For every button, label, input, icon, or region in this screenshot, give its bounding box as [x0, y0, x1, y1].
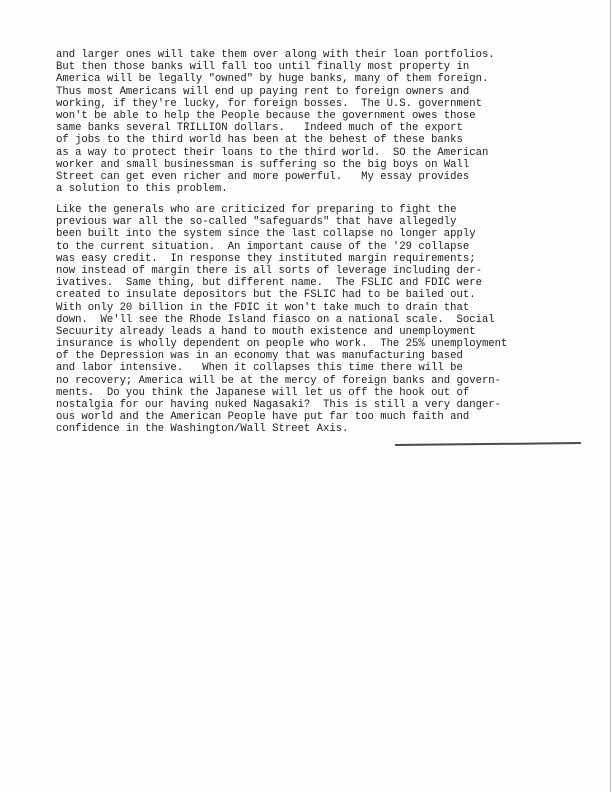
text-line: was easy credit. In response they instituted margin requirements; — [56, 252, 476, 265]
text-line: down. We'll see the Rhode Island fiasco on a national scale. Social — [56, 313, 495, 326]
text-line: created to insulate depositors but the FSLIC had to be bailed out. — [56, 289, 476, 302]
text-line: been built into the system since the last collapse no longer apply — [56, 228, 476, 241]
text-line: same banks several TRILLION dollars. Indeed much of the export — [56, 122, 463, 135]
text-line: worker and small businessman is suffering so the big boys on Wall — [56, 158, 470, 171]
text-line: insurance is wholly dependent on people who work. The 25% unemployment — [56, 338, 508, 351]
text-line: as a way to protect their loans to the third world. SO the American — [56, 146, 489, 159]
text-line: of jobs to the third world has been at the behest of these banks — [56, 134, 463, 147]
text-line: a solution to this problem. — [56, 183, 228, 196]
paragraph-2 — [56, 204, 576, 436]
text-line: ivatives. Same thing, but different name. The FSLIC and FDIC were — [56, 277, 482, 290]
text-line: now instead of margin there is all sorts of leverage including der- — [56, 264, 482, 277]
page-edge — [610, 0, 611, 792]
text-line: With only 20 billion in the FDIC it won't take much to drain that — [56, 301, 470, 314]
text-line: nostalgia for our having nuked Nagasaki? This is still a very danger- — [56, 399, 502, 411]
text-line: Thus most Americans will end up paying rent to foreign owners and — [56, 85, 470, 98]
text-line: confidence in the Washington/Wall Street Axis. — [56, 423, 349, 436]
closing-rule — [395, 442, 581, 446]
text-line: Secuurity already leads a hand to mouth existence and unemployment — [56, 325, 476, 338]
paragraph-1 — [56, 49, 576, 195]
text-line: and labor intensive. When it collapses this time there will be — [56, 362, 463, 375]
text-line: and larger ones will take them over along with their loan portfolios. — [56, 49, 495, 61]
text-line: ments. Do you think the Japanese will let us off the hook out of — [56, 386, 470, 399]
text-line: Street can get even richer and more powerful. My essay provides — [56, 170, 470, 183]
text-line: Like the generals who are criticized for preparing to fight the — [56, 204, 457, 216]
text-line: ous world and the American People have put far too much faith and — [56, 411, 470, 424]
text-line: won't be able to help the People because the government owes those — [56, 109, 476, 122]
text-line: America will be legally "owned" by huge banks, many of them foreign. — [56, 73, 489, 86]
text-line: no recovery; America will be at the mercy of foreign banks and govern- — [56, 374, 502, 387]
text-line: previous war all the so-called "safeguards" that have allegedly — [56, 216, 457, 229]
text-line: working, if they're lucky, for foreign bosses. The U.S. government — [56, 97, 482, 110]
text-line: But then those banks will fall too until finally most property in — [56, 61, 470, 74]
text-line: of the Depression was in an economy that was manufacturing based — [56, 350, 463, 363]
text-line: to the current situation. An important cause of the '29 collapse — [56, 240, 470, 253]
